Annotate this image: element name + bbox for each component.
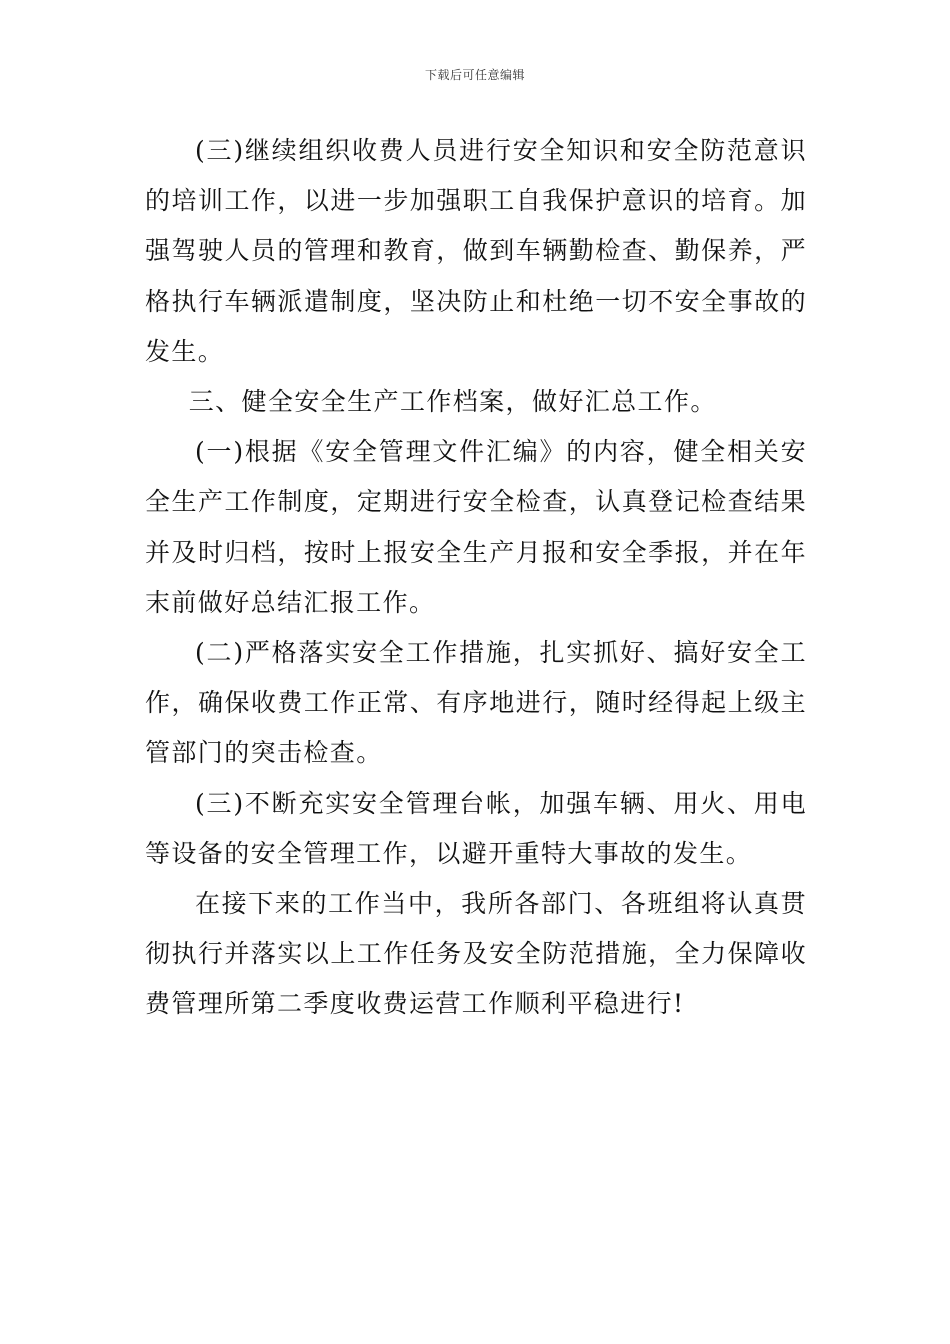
- header-note: 下载后可任意编辑: [424, 68, 525, 82]
- paragraph-safety-ledger: (三)不断充实安全管理台帐，加强车辆、用火、用电等设备的安全管理工作，以避开重特大事故的发生。: [145, 788, 807, 868]
- paragraph-conclusion: 在接下来的工作当中，我所各部门、各班组将认真贯彻执行并落实以上工作任务及安全防范措施，全力保障收费管理所第二季度收费运营工作顺利平稳进行!: [145, 889, 807, 1019]
- section-heading-archives: 三、健全安全生产工作档案，做好汇总工作。: [188, 387, 717, 417]
- paragraph-safety-training: (三)继续组织收费人员进行安全知识和安全防范意识的培训工作，以进一步加强职工自我保护意识的培育。加强驾驶人员的管理和教育，做到车辆勤检查、勤保养，严格执行车辆派遣制度，坚决防止和杜绝一切不安全事故的发生。: [145, 136, 807, 366]
- paragraph-safety-system: (一)根据《安全管理文件汇编》的内容，健全相关安全生产工作制度，定期进行安全检查，认真登记检查结果并及时归档，按时上报安全生产月报和安全季报，并在年末前做好总结汇报工作。: [145, 437, 807, 617]
- document-body: [145, 126, 807, 1030]
- paragraph-safety-measures: (二)严格落实安全工作措施，扎实抓好、搞好安全工作，确保收费工作正常、有序地进行，随时经得起上级主管部门的突击检查。: [145, 638, 807, 768]
